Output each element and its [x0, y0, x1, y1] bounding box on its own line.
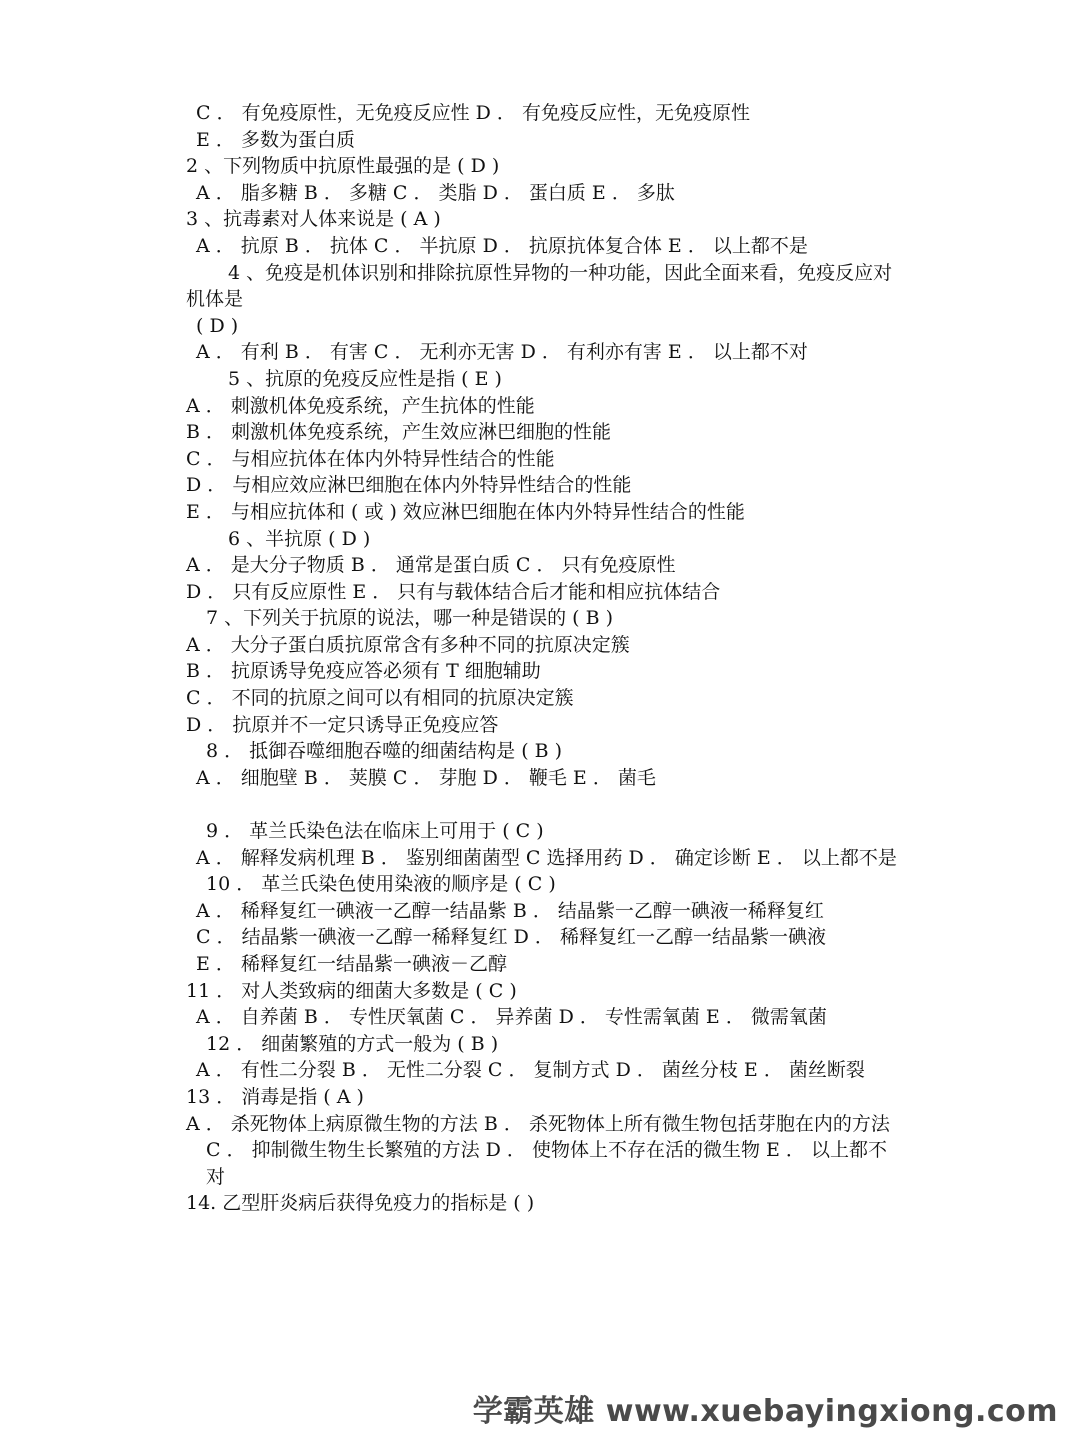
document-page: [186, 100, 898, 1217]
text-line: A ． 杀死物体上病原微生物的方法 B ． 杀死物体上所有微生物包括芽胞在内的方法 C ． 抑制微生物生长繁殖的方法 D ． 使物体上不存在活的微生物 E ． 以上都不对: [186, 1112, 890, 1188]
text-line: C ． 与相应抗体在体内外特异性结合的性能: [186, 447, 555, 470]
question-7: 7 、下列关于抗原的说法，哪一种是错误的 ( B ): [206, 607, 614, 630]
text-line: A ． 有性二分裂 B ． 无性二分裂 C ． 复制方式 D ． 菌丝分枝 E ． 菌丝断裂: [196, 1059, 865, 1082]
question-5: 5 、抗原的免疫反应性是指 ( E ): [228, 367, 502, 390]
text-line: A ． 是大分子物质 B ． 通常是蛋白质 C ． 只有免疫原性: [186, 554, 676, 577]
text-line: A ． 有利 B ． 有害 C ． 无利亦无害 D ． 有利亦有害 E ． 以上都不对: [196, 341, 808, 364]
text-line: D ． 与相应效应淋巴细胞在体内外特异性结合的性能: [186, 474, 632, 497]
text-line: ( D ): [196, 314, 239, 337]
text-line: A ． 稀释复红一碘液一乙醇一结晶紫 B ． 结晶紫一乙醇一碘液一稀释复红: [196, 899, 824, 922]
text-line: E ． 稀释复红一结晶紫一碘液－乙醇: [196, 953, 507, 975]
blank-line: [186, 791, 898, 818]
text-line: A ． 脂多糖 B ． 多糖 C ． 类脂 D ． 蛋白质 E ． 多肽: [196, 181, 675, 204]
text-line: C ． 有免疫原性，无免疫反应性 D ． 有免疫反应性，无免疫原性: [196, 102, 750, 124]
question-10: 10 ． 革兰氏染色使用染液的顺序是 ( C ): [206, 873, 556, 896]
question-13: 13 ． 消毒是指 ( A ): [186, 1085, 364, 1108]
site-watermark: 学霸英雄 www.xuebayingxiong.com: [472, 1394, 1058, 1429]
text-line: E ． 多数为蛋白质: [196, 128, 355, 151]
question-3: 3 、抗毒素对人体来说是 ( A ): [186, 208, 441, 231]
question-12: 12 ． 细菌繁殖的方式一般为 ( B ): [206, 1032, 499, 1055]
question-9: 9 ． 革兰氏染色法在临床上可用于 ( C ): [206, 820, 544, 843]
text-line: A ． 自养菌 B ． 专性厌氧菌 C ． 异养菌 D ． 专性需氧菌 E ． 微需氧菌: [196, 1006, 827, 1029]
text-line: D ． 只有反应原性 E ． 只有与载体结合后才能和相应抗体结合: [186, 580, 721, 603]
text-line: A ． 刺激机体免疫系统，产生抗体的性能: [186, 394, 535, 417]
text-line: B ． 刺激机体免疫系统，产生效应淋巴细胞的性能: [186, 421, 612, 444]
question-6: 6 、半抗原 ( D ): [228, 527, 371, 550]
text-line: D ． 抗原并不一定只诱导正免疫应答: [186, 713, 499, 736]
text-line: A ． 抗原 B ． 抗体 C ． 半抗原 D ． 抗原抗体复合体 E ． 以上都不是: [196, 234, 808, 257]
question-11: 11 ． 对人类致病的细菌大多数是 ( C ): [186, 979, 517, 1002]
text-line: C ． 结晶紫一碘液一乙醇一稀释复红 D ． 稀释复红一乙醇一结晶紫一碘液: [196, 926, 826, 949]
question-14: 14. 乙型肝炎病后获得免疫力的指标是 ( ): [186, 1192, 535, 1215]
text-line: B ． 抗原诱导免疫应答必须有 T 细胞辅助: [186, 660, 541, 683]
text-line: A ． 大分子蛋白质抗原常含有多种不同的抗原决定簇: [186, 633, 630, 656]
text-line: E ． 与相应抗体和 ( 或 ) 效应淋巴细胞在体内外特异性结合的性能: [186, 500, 745, 523]
text-line: A ． 解释发病机理 B ． 鉴别细菌菌型 C 选择用药 D ． 确定诊断 E ． 以上都不是: [196, 846, 897, 869]
text-line: A ． 细胞壁 B ． 荚膜 C ． 芽胞 D ． 鞭毛 E ． 菌毛: [196, 766, 656, 789]
question-4: 4 、免疫是机体识别和排除抗原性异物的一种功能，因此全面来看，免疫反应对机体是: [186, 261, 893, 311]
question-2: 2 、下列物质中抗原性最强的是 ( D ): [186, 155, 500, 178]
question-8: 8 ． 抵御吞噬细胞吞噬的细菌结构是 ( B ): [206, 740, 563, 763]
text-line: C ． 不同的抗原之间可以有相同的抗原决定簇: [186, 687, 574, 710]
